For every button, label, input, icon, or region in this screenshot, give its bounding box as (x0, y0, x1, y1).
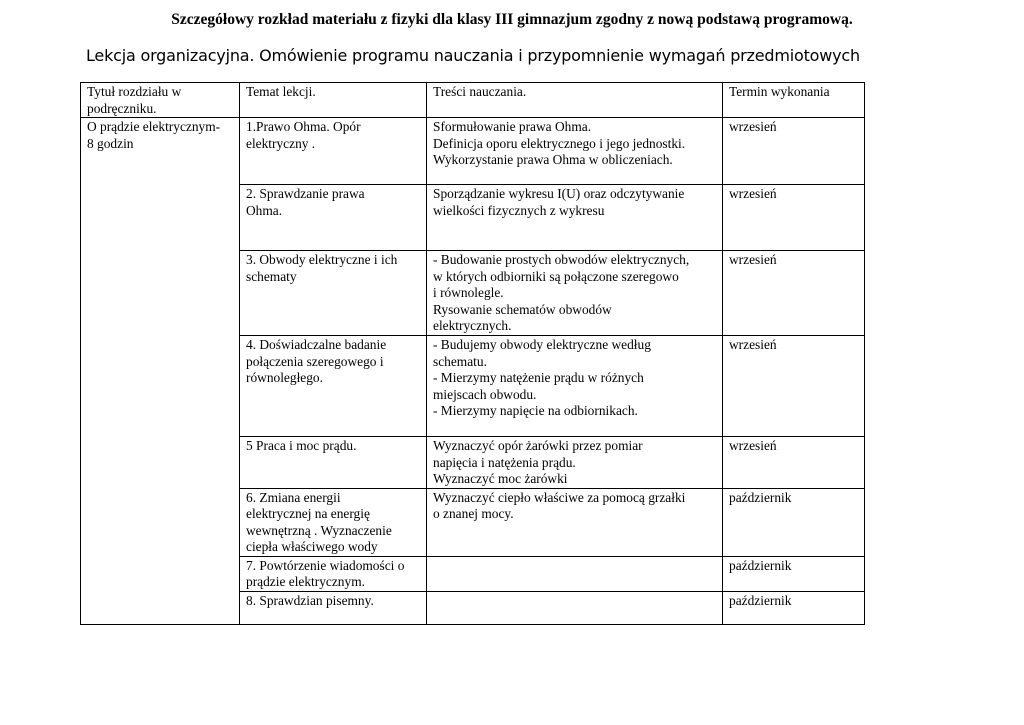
header-topic (240, 83, 427, 118)
term-cell (723, 437, 865, 489)
content-cell (427, 556, 723, 591)
term-cell (723, 251, 865, 336)
term-cell (723, 336, 865, 437)
term-cell (723, 556, 865, 591)
header-term (723, 83, 865, 118)
term-text: wrzesień (729, 119, 777, 134)
topic-cell (240, 251, 427, 336)
term-text: październik (729, 592, 792, 608)
header-content (427, 83, 723, 118)
content-cell (427, 336, 723, 437)
topic-text: 7. Powtórzenie wiadomości o prądzie elektrycznym. (246, 557, 405, 589)
table-header-row (81, 83, 865, 118)
term-text: październik (729, 557, 792, 573)
topic-text: 3. Obwody elektryczne i ich schematy (246, 252, 398, 284)
content-text: Wyznaczyć opór żarówki przez pomiar napięcia i natężenia prądu. Wyznaczyć moc żarówki (433, 438, 643, 486)
topic-text: 1.Prawo Ohma. Opór elektryczny . (246, 119, 361, 151)
topic-text: 8. Sprawdzian pisemny. (246, 592, 374, 608)
header-content-label: Treści nauczania. (433, 84, 527, 99)
topic-cell (240, 185, 427, 251)
header-chapter-label: Tytuł rozdziału w podręczniku. (87, 84, 182, 116)
content-cell (427, 251, 723, 336)
term-cell (723, 488, 865, 556)
topic-text: 5 Praca i moc prądu. (246, 438, 357, 453)
lesson-plan-table (80, 82, 865, 625)
topic-text: 6. Zmiana energii elektrycznej na energię wewnętrzną . Wyznaczenie ciepła właściwego wody (246, 489, 392, 554)
term-cell (723, 118, 865, 185)
topic-cell (240, 118, 427, 185)
topic-text: 2. Sprawdzanie prawa Ohma. (246, 186, 365, 218)
topic-text: 4. Doświadczalne badanie połączenia szeregowego i równoległego. (246, 337, 387, 385)
content-cell (427, 437, 723, 489)
term-cell (723, 591, 865, 624)
topic-cell (240, 336, 427, 437)
content-cell (427, 118, 723, 185)
chapter-title: O prądzie elektrycznym- 8 godzin (87, 119, 221, 151)
term-text: wrzesień (729, 438, 777, 453)
document-title: Szczegółowy rozkład materiału z fizyki dla klasy III gimnazjum zgodny z nową podstawą programową. (171, 11, 853, 28)
topic-cell (240, 556, 427, 591)
content-cell (427, 488, 723, 556)
topic-cell (240, 437, 427, 489)
content-cell (427, 591, 723, 624)
term-text: październik (729, 489, 792, 505)
table-row (81, 118, 865, 185)
content-text: Sporządzanie wykresu I(U) oraz odczytywanie wielkości fizycznych z wykresu (433, 186, 685, 218)
term-text: wrzesień (729, 337, 777, 352)
topic-cell (240, 488, 427, 556)
term-text: wrzesień (729, 186, 777, 201)
term-text: wrzesień (729, 252, 777, 267)
content-text: Wyznaczyć ciepło właściwe za pomocą grzałki o znanej mocy. (433, 489, 686, 521)
header-topic-label: Temat lekcji. (246, 84, 316, 99)
content-text: - Budowanie prostych obwodów elektrycznych, w których odbiorniki są połączone szeregowo i równolegle. Rysowanie schematów obwodów elektrycznych. (433, 252, 690, 333)
content-text: - Budujemy obwody elektryczne według schematu. - Mierzymy natężenie prądu w różnych miejscach obwodu. - Mierzymy napięcie na odbiornikach. (433, 337, 651, 418)
header-term-label: Termin wykonania (729, 84, 830, 99)
chapter-cell (81, 118, 240, 625)
content-cell (427, 185, 723, 251)
header-chapter (81, 83, 240, 118)
topic-cell (240, 591, 427, 624)
content-text: Sformułowanie prawa Ohma. Definicja oporu elektrycznego i jego jednostki. Wykorzystanie prawa Ohma w obliczeniach. (433, 119, 686, 167)
term-cell (723, 185, 865, 251)
document-subtitle: Lekcja organizacyjna. Omówienie programu nauczania i przypomnienie wymagań przedmiotowych (86, 46, 860, 65)
